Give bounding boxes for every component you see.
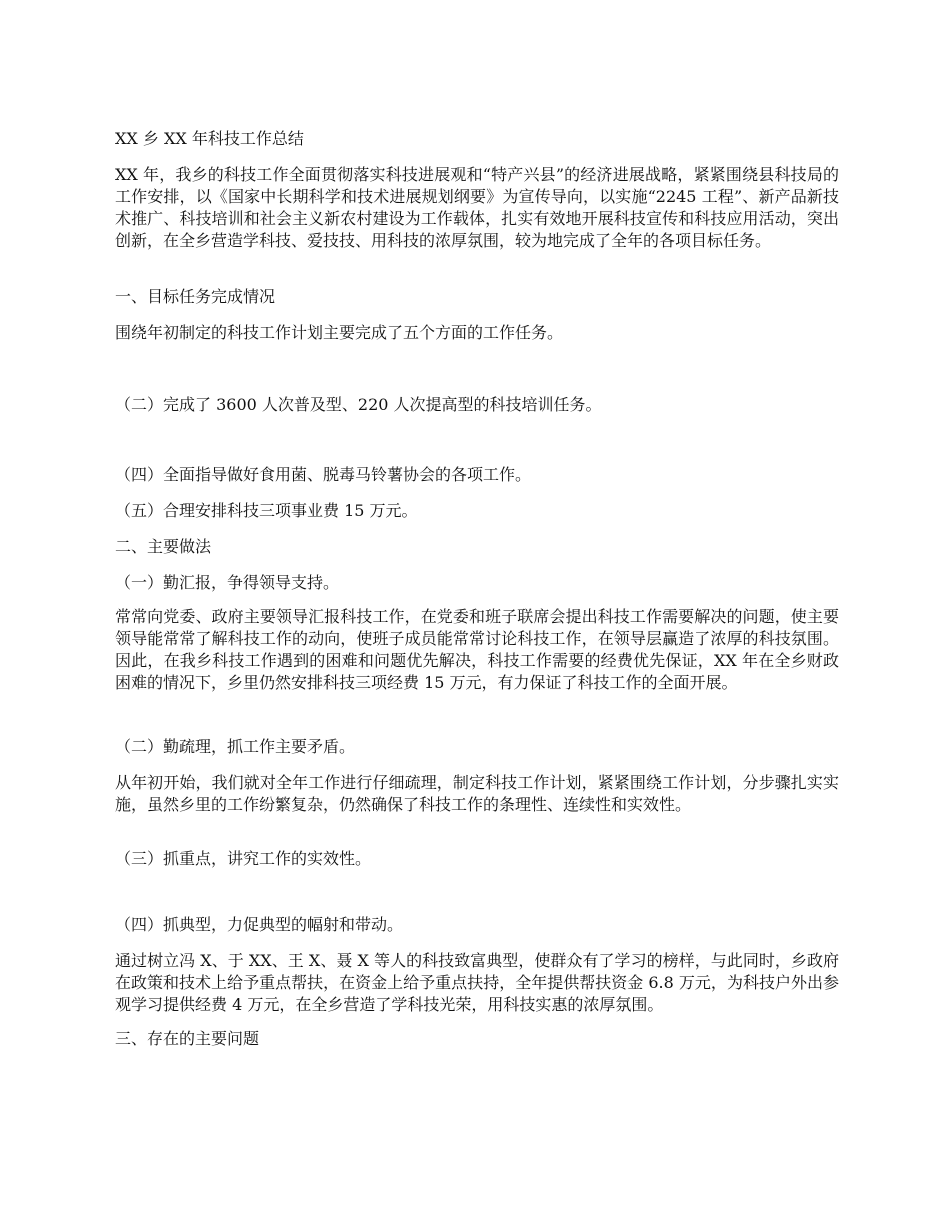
target-item-5: （五）合理安排科技三项事业费 15 万元。 bbox=[115, 501, 418, 520]
method-4-heading: （四）抓典型，力促典型的幅射和带动。 bbox=[115, 915, 404, 934]
target-item-2: （二）完成了 3600 人次普及型、220 人次提高型的科技培训任务。 bbox=[115, 395, 602, 414]
method-4-body: 通过树立冯 X、于 XX、王 X、聂 X 等人的科技致富典型，使群众有了学习的榜样，与此同时，乡政府在政策和技术上给予重点帮扶，在资金上给予重点扶持，全年提供帮扶资金 6.8 万元，为科技户外出参观学习提供经费 4 万元，在全乡营造了学科技光荣，用科技实惠的浓厚氛围。 bbox=[115, 951, 839, 1014]
method-1-heading: （一）勤汇报，争得领导支持。 bbox=[115, 573, 340, 592]
section-heading-targets: 一、目标任务完成情况 bbox=[115, 287, 276, 306]
method-3-heading: （三）抓重点，讲究工作的实效性。 bbox=[115, 849, 372, 868]
intro-paragraph: XX 年，我乡的科技工作全面贯彻落实科技进展观和“特产兴县”的经济进展战略，紧紧围绕县科技局的工作安排，以《国家中长期科学和技术进展规划纲要》为宣传导向，以实施“2245 工程”、新产品新技术推广、科技培训和社会主义新农村建设为工作载体，扎实有效地开展科技宣传和科技应用活动，突出创新，在全乡营造学科技、爱技技、用科技的浓厚氛围，较为地完成了全年的各项目标任务。 bbox=[115, 165, 839, 250]
section-heading-problems: 三、存在的主要问题 bbox=[115, 1029, 260, 1048]
section-heading-methods: 二、主要做法 bbox=[115, 537, 212, 556]
method-2-body: 从年初开始，我们就对全年工作进行仔细疏理，制定科技工作计划，紧紧围绕工作计划，分步骤扎实实施，虽然乡里的工作纷繁复杂，仍然确保了科技工作的条理性、连续性和实效性。 bbox=[115, 773, 839, 814]
document-title: XX 乡 XX 年科技工作总结 bbox=[115, 129, 304, 148]
method-1-body: 常常向党委、政府主要领导汇报科技工作，在党委和班子联席会提出科技工作需要解决的问题，使主要领导能常常了解科技工作的动向，使班子成员能常常讨论科技工作，在领导层赢造了浓厚的科技氛围。因此，在我乡科技工作遇到的困难和问题优先解决，科技工作需要的经费优先保证，XX 年在全乡财政困难的情况下，乡里仍然安排科技三项经费 15 万元，有力保证了科技工作的全面开展。 bbox=[115, 607, 839, 692]
section-intro-targets: 围绕年初制定的科技工作计划主要完成了五个方面的工作任务。 bbox=[115, 323, 564, 342]
target-item-4: （四）全面指导做好食用菌、脱毒马铃薯协会的各项工作。 bbox=[115, 465, 532, 484]
method-2-heading: （二）勤疏理，抓工作主要矛盾。 bbox=[115, 737, 356, 756]
